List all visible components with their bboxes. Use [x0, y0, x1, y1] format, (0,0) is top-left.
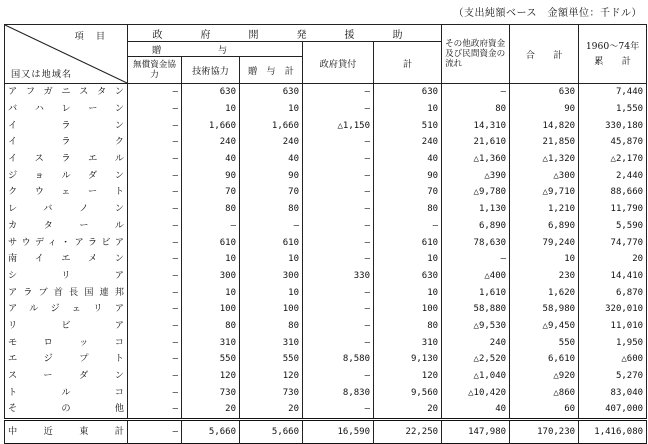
cell-oda: 9,560 — [374, 384, 442, 401]
grant-aid-header: 無償資金協 力 — [128, 57, 182, 84]
cell-oda: 20 — [374, 401, 442, 419]
cell-cum: 45,870 — [579, 134, 647, 151]
table-row — [5, 334, 647, 351]
cell-other: 78,630 — [442, 234, 510, 251]
cell-sum: △9,710 — [510, 184, 579, 201]
cell-sum: △300 — [510, 167, 579, 184]
cell-loan: — — [303, 234, 374, 251]
country-name: サウディ・アラビア — [5, 234, 128, 251]
cell-cum: 6,870 — [579, 284, 647, 301]
cell-tech: 5,660 — [182, 419, 240, 443]
item-label: 項目 — [74, 31, 117, 42]
cell-cum: △2,170 — [579, 151, 647, 168]
country-name: アルジェリア — [5, 301, 128, 318]
cell-oda: 120 — [374, 368, 442, 385]
cell-cum: 407,000 — [579, 401, 647, 419]
country-name: イラン — [5, 117, 128, 134]
country-name: スーダン — [5, 368, 128, 385]
cell-gt: 100 — [240, 301, 303, 318]
cell-other: △390 — [442, 167, 510, 184]
cell-gt: 10 — [240, 284, 303, 301]
cell-aid: — — [128, 218, 182, 235]
cell-other: △9,530 — [442, 318, 510, 335]
cell-gt: 240 — [240, 134, 303, 151]
cell-loan: — — [303, 284, 374, 301]
table-row — [5, 201, 647, 218]
cell-sum: △9,450 — [510, 318, 579, 335]
country-name: イスラエル — [5, 151, 128, 168]
country-name: レバノン — [5, 201, 128, 218]
cell-gt: 10 — [240, 251, 303, 268]
cell-loan: — — [303, 368, 374, 385]
country-name: アフガニスタン — [5, 84, 128, 101]
table-row — [5, 101, 647, 118]
cell-gt: 1,660 — [240, 117, 303, 134]
cell-loan: 16,590 — [303, 419, 374, 443]
cell-gt: 630 — [240, 84, 303, 101]
cell-gt: 80 — [240, 201, 303, 218]
cell-other: — — [442, 251, 510, 268]
cell-tech: — — [182, 218, 240, 235]
cell-gt: 550 — [240, 351, 303, 368]
cell-cum: 7,440 — [579, 84, 647, 101]
cell-gt: 10 — [240, 101, 303, 118]
cell-cum: 1,550 — [579, 101, 647, 118]
cell-oda: 10 — [374, 284, 442, 301]
cell-tech: 630 — [182, 84, 240, 101]
country-name: エジプト — [5, 351, 128, 368]
cell-cum: 74,770 — [579, 234, 647, 251]
cell-cum: 11,790 — [579, 201, 647, 218]
country-name: バハレーン — [5, 101, 128, 118]
cell-loan: △1,150 — [303, 117, 374, 134]
cell-cum: 5,590 — [579, 218, 647, 235]
cell-tech: 80 — [182, 201, 240, 218]
cell-aid: — — [128, 84, 182, 101]
tech-coop-header: 技術協力 — [182, 57, 240, 84]
country-name: 中近東計 — [5, 419, 128, 443]
country-name: モロッコ — [5, 334, 128, 351]
cell-oda: 510 — [374, 117, 442, 134]
cell-gt: 90 — [240, 167, 303, 184]
cell-oda: 90 — [374, 167, 442, 184]
sum-header: 合 計 — [510, 25, 579, 84]
cell-oda: 630 — [374, 268, 442, 285]
cell-aid: — — [128, 234, 182, 251]
cell-gt: — — [240, 218, 303, 235]
country-name: アラブ首長国連邦 — [5, 284, 128, 301]
cell-cum: △600 — [579, 351, 647, 368]
country-name: シリア — [5, 268, 128, 285]
cell-other: 1,610 — [442, 284, 510, 301]
grant-header: 贈 与 — [128, 42, 303, 57]
cell-oda: 9,130 — [374, 351, 442, 368]
cell-gt: 70 — [240, 184, 303, 201]
cell-loan: 330 — [303, 268, 374, 285]
table-row — [5, 234, 647, 251]
loan-header: 政府貸付 — [303, 42, 374, 84]
cell-loan: — — [303, 201, 374, 218]
cell-other: 6,890 — [442, 218, 510, 235]
table-row — [5, 318, 647, 335]
cell-oda: 10 — [374, 251, 442, 268]
cell-tech: 550 — [182, 351, 240, 368]
cell-gt: 730 — [240, 384, 303, 401]
cell-other: △10,420 — [442, 384, 510, 401]
table-row — [5, 84, 647, 101]
cell-other: — — [442, 84, 510, 101]
cell-sum: 60 — [510, 401, 579, 419]
cell-cum: 11,010 — [579, 318, 647, 335]
cell-loan: 8,830 — [303, 384, 374, 401]
cell-loan: — — [303, 184, 374, 201]
cell-oda: 100 — [374, 301, 442, 318]
table-row — [5, 301, 647, 318]
cell-loan: — — [303, 84, 374, 101]
cell-gt: 5,660 — [240, 419, 303, 443]
cell-cum: 2,440 — [579, 167, 647, 184]
cell-loan: 8,580 — [303, 351, 374, 368]
cell-other: △1,360 — [442, 151, 510, 168]
cell-loan: — — [303, 151, 374, 168]
cell-gt: 610 — [240, 234, 303, 251]
cell-aid: — — [128, 419, 182, 443]
cell-aid: — — [128, 384, 182, 401]
cell-tech: 310 — [182, 334, 240, 351]
cell-cum: 330,180 — [579, 117, 647, 134]
cell-cum: 20 — [579, 251, 647, 268]
cell-other: 240 — [442, 334, 510, 351]
cell-sum: 14,820 — [510, 117, 579, 134]
cell-other: 40 — [442, 401, 510, 419]
cell-gt: 310 — [240, 334, 303, 351]
cell-oda: — — [374, 218, 442, 235]
cell-sum: 21,850 — [510, 134, 579, 151]
cell-oda: 80 — [374, 201, 442, 218]
country-name: その他 — [5, 401, 128, 419]
table-row — [5, 284, 647, 301]
cell-tech: 120 — [182, 368, 240, 385]
country-name: イラク — [5, 134, 128, 151]
cell-sum: 170,230 — [510, 419, 579, 443]
grant-total-header: 贈 与 計 — [240, 57, 303, 84]
other-flows-header: その他政府資金及び民間資金の流れ — [442, 25, 510, 84]
cell-aid: — — [128, 401, 182, 419]
cell-aid: — — [128, 134, 182, 151]
cell-aid: — — [128, 334, 182, 351]
cell-sum: 230 — [510, 268, 579, 285]
country-name: トルコ — [5, 384, 128, 401]
cell-tech: 100 — [182, 301, 240, 318]
cell-loan: — — [303, 101, 374, 118]
cell-cum: 83,040 — [579, 384, 647, 401]
cell-aid: — — [128, 268, 182, 285]
cell-sum: 6,610 — [510, 351, 579, 368]
table-row — [5, 401, 647, 419]
cell-oda: 10 — [374, 101, 442, 118]
cell-oda: 40 — [374, 151, 442, 168]
cell-aid: — — [128, 167, 182, 184]
cell-tech: 1,660 — [182, 117, 240, 134]
cell-aid: — — [128, 284, 182, 301]
cell-other: △400 — [442, 268, 510, 285]
cell-cum: 14,410 — [579, 268, 647, 285]
cell-cum: 5,270 — [579, 368, 647, 385]
cell-tech: 10 — [182, 284, 240, 301]
cell-tech: 240 — [182, 134, 240, 151]
cell-aid: — — [128, 101, 182, 118]
cell-tech: 10 — [182, 101, 240, 118]
table-row — [5, 351, 647, 368]
cell-loan: — — [303, 301, 374, 318]
cell-aid: — — [128, 351, 182, 368]
table-row — [5, 184, 647, 201]
table-row — [5, 117, 647, 134]
cell-other: △9,780 — [442, 184, 510, 201]
cell-sum: △860 — [510, 384, 579, 401]
cell-sum: 79,240 — [510, 234, 579, 251]
country-name: 南イエメン — [5, 251, 128, 268]
cell-loan: — — [303, 334, 374, 351]
cell-sum: 10 — [510, 251, 579, 268]
cell-tech: 40 — [182, 151, 240, 168]
cell-tech: 610 — [182, 234, 240, 251]
cell-other: 58,880 — [442, 301, 510, 318]
cell-loan: — — [303, 134, 374, 151]
cell-other: 14,310 — [442, 117, 510, 134]
cell-other: △2,520 — [442, 351, 510, 368]
country-name: リビア — [5, 318, 128, 335]
cell-tech: 730 — [182, 384, 240, 401]
oda-total-header: 計 — [374, 42, 442, 84]
cell-aid: — — [128, 201, 182, 218]
cell-other: 21,610 — [442, 134, 510, 151]
cell-tech: 70 — [182, 184, 240, 201]
cell-loan: — — [303, 218, 374, 235]
cell-gt: 80 — [240, 318, 303, 335]
table-row — [5, 151, 647, 168]
cell-cum: 1,416,080 — [579, 419, 647, 443]
country-name: ジョルダン — [5, 167, 128, 184]
table-row — [5, 251, 647, 268]
cell-tech: 80 — [182, 318, 240, 335]
cell-oda: 630 — [374, 84, 442, 101]
cell-gt: 300 — [240, 268, 303, 285]
item-header-cell — [5, 25, 128, 84]
cell-cum: 1,950 — [579, 334, 647, 351]
cell-tech: 10 — [182, 251, 240, 268]
cell-cum: 320,010 — [579, 301, 647, 318]
cell-tech: 90 — [182, 167, 240, 184]
cell-other: 80 — [442, 101, 510, 118]
cell-oda: 610 — [374, 234, 442, 251]
table-row — [5, 218, 647, 235]
cell-oda: 70 — [374, 184, 442, 201]
cell-sum: 630 — [510, 84, 579, 101]
cell-tech: 300 — [182, 268, 240, 285]
table-row — [5, 167, 647, 184]
cell-sum: 1,210 — [510, 201, 579, 218]
cell-sum: 550 — [510, 334, 579, 351]
cell-oda: 22,250 — [374, 419, 442, 443]
total-row — [5, 419, 647, 443]
cell-sum: 58,980 — [510, 301, 579, 318]
country-name: クウェート — [5, 184, 128, 201]
cell-loan: — — [303, 167, 374, 184]
cell-oda: 240 — [374, 134, 442, 151]
cell-aid: — — [128, 117, 182, 134]
cell-other: 1,130 — [442, 201, 510, 218]
cell-aid: — — [128, 318, 182, 335]
table-body — [5, 84, 647, 444]
cell-sum: 1,620 — [510, 284, 579, 301]
cell-loan: — — [303, 401, 374, 419]
cell-sum: 90 — [510, 101, 579, 118]
cell-oda: 310 — [374, 334, 442, 351]
aid-table — [4, 24, 647, 444]
cumulative-header: 1960～74年 累 計 — [579, 25, 647, 84]
cell-aid: — — [128, 184, 182, 201]
cell-oda: 80 — [374, 318, 442, 335]
cell-aid: — — [128, 251, 182, 268]
cell-aid: — — [128, 301, 182, 318]
oda-header: 政 府 開 発 援 助 — [128, 25, 442, 42]
cell-sum: △1,320 — [510, 151, 579, 168]
cell-loan: — — [303, 251, 374, 268]
cell-aid: — — [128, 151, 182, 168]
table-row — [5, 384, 647, 401]
cell-gt: 40 — [240, 151, 303, 168]
table-row — [5, 134, 647, 151]
country-name: カタール — [5, 218, 128, 235]
cell-loan: — — [303, 318, 374, 335]
cell-aid: — — [128, 368, 182, 385]
cell-cum: 88,660 — [579, 184, 647, 201]
table-row — [5, 368, 647, 385]
unit-note: （支出純額ベース 金額単位：千ドル） — [453, 8, 642, 19]
cell-gt: 20 — [240, 401, 303, 419]
cell-other: 147,980 — [442, 419, 510, 443]
cell-sum: △920 — [510, 368, 579, 385]
cell-sum: 6,890 — [510, 218, 579, 235]
table-row — [5, 268, 647, 285]
cell-other: △1,040 — [442, 368, 510, 385]
cell-tech: 20 — [182, 401, 240, 419]
country-label: 国又は地域名 — [11, 69, 73, 80]
cell-gt: 120 — [240, 368, 303, 385]
